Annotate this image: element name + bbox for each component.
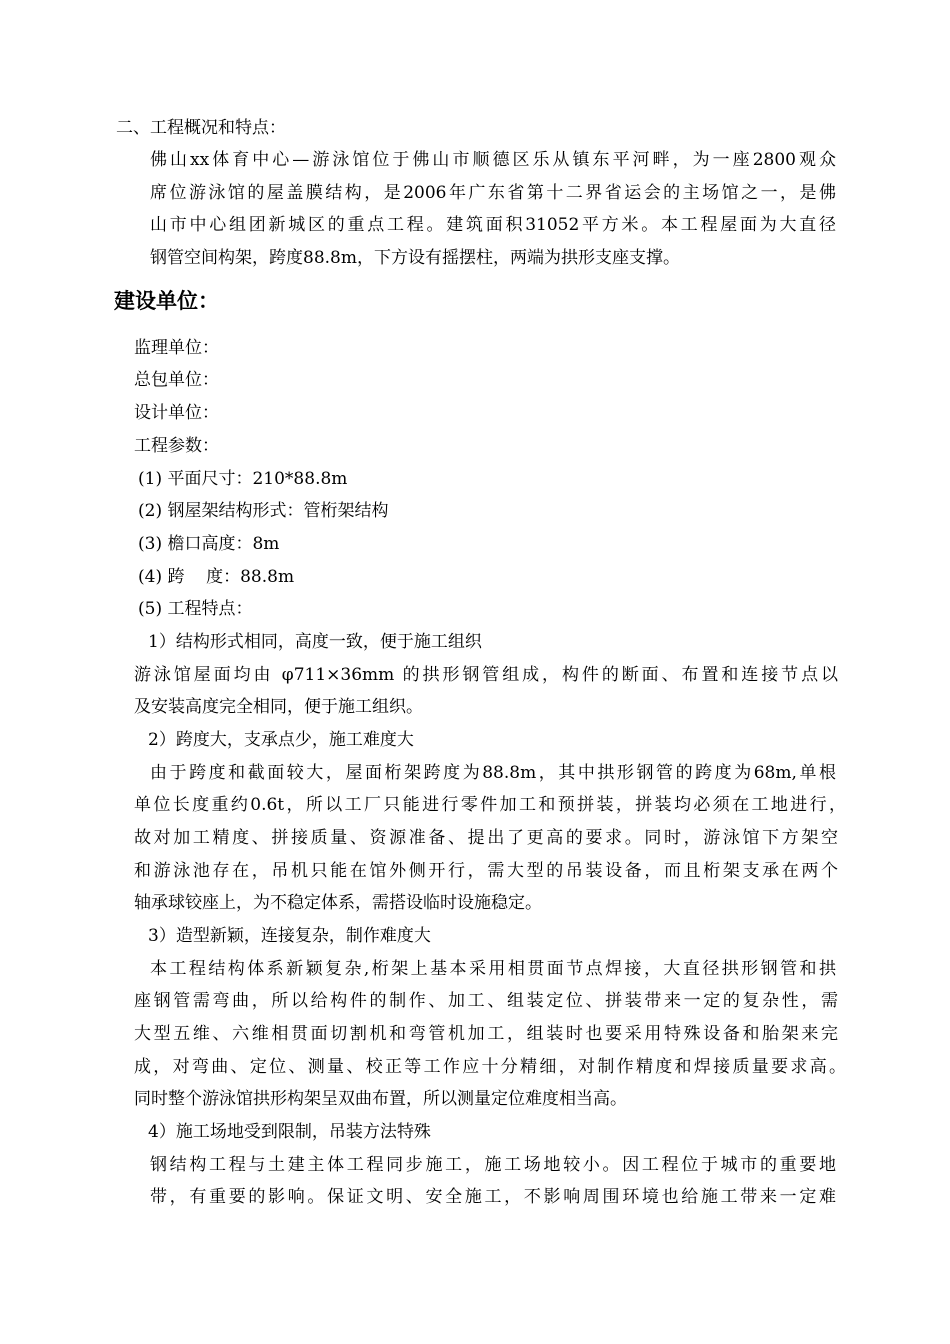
feature-line: 本工程结构体系新颖复杂,桁架上基本采用相贯面节点焊接，大直径拱形钢管和拱	[150, 959, 836, 979]
overview-line: 钢管空间构架，跨度88.8m，下方设有摇摆柱，两端为拱形支座支撑。	[150, 248, 680, 268]
param-item: (1) 平面尺寸：210*88.8m	[138, 469, 348, 489]
feature-line: 由于跨度和截面较大，屋面桁架跨度为88.8m，其中拱形钢管的跨度为68m,单根	[150, 763, 836, 783]
feature-line: 和游泳池存在，吊机只能在馆外侧开行，需大型的吊装设备，而且桁架支承在两个	[134, 861, 838, 881]
feature-line: 轴承球铰座上，为不稳定体系，需搭设临时设施稳定。	[134, 893, 542, 913]
feature-line: 游泳馆屋面均由 φ711×36mm 的拱形钢管组成，构件的断面、布置和连接节点以	[134, 665, 838, 685]
feature-line: 钢结构工程与土建主体工程同步施工，施工场地较小。因工程位于城市的重要地	[150, 1155, 836, 1175]
params-title: 工程参数：	[134, 436, 219, 456]
general-contractor-label: 总包单位：	[134, 370, 219, 390]
param-item: (2) 钢屋架结构形式：管桁架结构	[138, 501, 389, 521]
section-title: 二、工程概况和特点：	[116, 118, 286, 138]
feature-title: 4）施工场地受到限制，吊装方法特殊	[148, 1122, 431, 1142]
feature-line: 带，有重要的影响。保证文明、安全施工，不影响周围环境也给施工带来一定难	[150, 1187, 836, 1207]
feature-line: 大型五维、六维相贯面切割机和弯管机加工，组装时也要采用特殊设备和胎架来完	[134, 1024, 838, 1044]
feature-title: 3）造型新颖，连接复杂，制作难度大	[148, 926, 431, 946]
param-item: (5) 工程特点：	[138, 599, 253, 619]
feature-line: 单位长度重约0.6t，所以工厂只能进行零件加工和预拼装，拼装均必须在工地进行，	[134, 795, 846, 815]
param-item: (3) 檐口高度：8m	[138, 534, 280, 554]
supervision-unit-label: 监理单位：	[134, 338, 219, 358]
overview-line: 佛山xx体育中心—游泳馆位于佛山市顺德区乐从镇东平河畔，为一座2800观众	[150, 150, 836, 170]
feature-title: 2）跨度大，支承点少，施工难度大	[148, 730, 414, 750]
construction-unit-heading: 建设单位：	[114, 289, 219, 313]
feature-line: 同时整个游泳馆拱形构架呈双曲布置，所以测量定位难度相当高。	[134, 1089, 627, 1109]
feature-line: 故对加工精度、拼接质量、资源准备、提出了更高的要求。同时，游泳馆下方架空	[134, 828, 838, 848]
feature-line: 成，对弯曲、定位、测量、校正等工作应十分精细，对制作精度和焊接质量要求高。	[134, 1057, 846, 1077]
design-unit-label: 设计单位：	[134, 403, 219, 423]
overview-line: 席位游泳馆的屋盖膜结构，是2006年广东省第十二界省运会的主场馆之一，是佛	[150, 183, 836, 203]
overview-line: 山市中心组团新城区的重点工程。建筑面积31052平方米。本工程屋面为大直径	[150, 215, 836, 235]
param-item: (4) 跨 度：88.8m	[138, 567, 295, 587]
feature-title: 1）结构形式相同，高度一致，便于施工组织	[148, 632, 482, 652]
feature-line: 座钢管需弯曲，所以给构件的制作、加工、组装定位、拼装带来一定的复杂性，需	[134, 991, 838, 1011]
feature-line: 及安装高度完全相同，便于施工组织。	[134, 697, 423, 717]
